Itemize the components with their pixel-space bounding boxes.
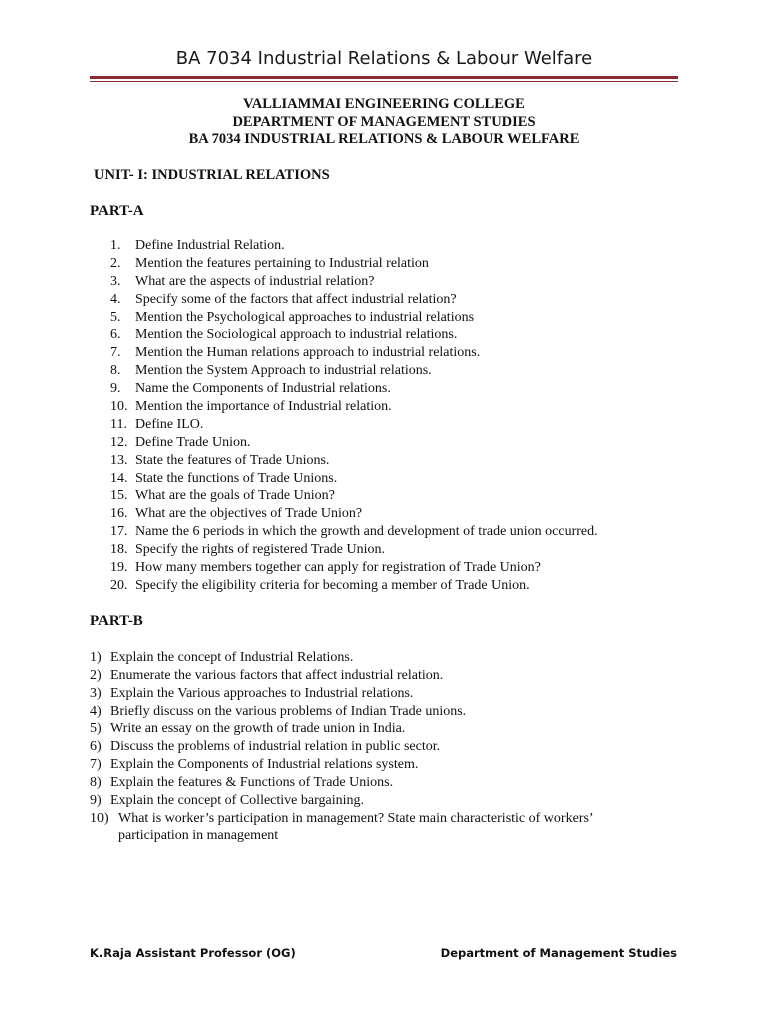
question-number: 15. [110,488,128,504]
question-item [110,434,598,452]
question-number: 2) [90,667,102,683]
question-item [90,774,650,792]
question-number: 1. [110,238,121,253]
question-text: What are the objectives of Trade Union? [135,506,363,522]
question-number: 7) [90,757,102,773]
question-item [90,667,650,685]
question-text: Mention the Sociological approach to industrial relations. [135,327,458,343]
question-item [110,541,598,559]
question-text: Name the 6 periods in which the growth and development of trade union occurred. [135,524,598,540]
question-item [110,523,598,541]
question-item [110,309,598,327]
part-a-heading: PART-A [90,203,144,219]
question-item [110,273,598,291]
question-number: 14. [110,470,128,486]
question-number: 7. [110,345,121,361]
question-number: 19. [110,560,128,576]
question-number: 3. [110,273,121,289]
question-number: 9) [90,792,102,808]
question-item [110,470,598,488]
question-number: 20. [110,577,128,593]
question-item [110,487,598,505]
question-number: 11. [110,416,127,432]
question-text: Discuss the problems of industrial relation in public sector. [110,739,441,755]
question-text: Specify some of the factors that affect industrial relation? [135,291,457,307]
footer-department: Department of Management Studies [440,946,677,960]
question-item [110,452,598,470]
question-item [110,380,598,398]
footer-author: K.Raja Assistant Professor (OG) [90,946,296,960]
title-block [0,96,768,149]
question-number: 4) [90,703,102,719]
question-text: How many members together can apply for registration of Trade Union? [135,560,541,576]
question-number: 8. [110,363,121,379]
part-b-heading: PART-B [90,613,143,629]
header-rule-thick [90,76,678,79]
question-number: 9. [110,381,121,397]
part-a-question-list [110,237,598,595]
question-text: Explain the Components of Industrial relations system. [110,757,419,773]
question-item [110,559,598,577]
question-item [110,362,598,380]
question-number: 5. [110,309,121,325]
question-text: Explain the features & Functions of Trade Unions. [110,774,394,790]
question-number: 6) [90,739,102,755]
question-number: 16. [110,506,128,522]
question-item [110,326,598,344]
question-text: Specify the eligibility criteria for becoming a member of Trade Union. [135,577,530,593]
question-number: 18. [110,542,128,558]
question-text: Mention the System Approach to industrial relations. [135,363,432,379]
header-rule-thin [90,81,678,82]
question-item [90,792,650,810]
question-text: What are the goals of Trade Union? [135,488,335,504]
question-number: 2. [110,255,121,271]
running-header: BA 7034 Industrial Relations & Labour Welfare [175,48,593,69]
question-text: State the features of Trade Unions. [135,452,330,468]
question-item [110,416,598,434]
question-item [90,720,650,738]
question-item [110,398,598,416]
question-item [110,505,598,523]
question-item [110,291,598,309]
question-number: 5) [90,721,102,737]
question-number: 8) [90,774,102,790]
question-text: Define Industrial Relation. [135,238,285,253]
question-text: Explain the concept of Industrial Relations. [110,650,354,665]
question-item [110,344,598,362]
question-text: What is worker’s participation in management? State main characteristic of workers’ participation in management [118,810,593,844]
question-item [110,237,598,255]
college-name: VALLIAMMAI ENGINEERING COLLEGE [243,96,525,112]
question-text: Mention the features pertaining to Industrial relation [135,255,429,271]
question-text: Explain the concept of Collective bargaining. [110,792,364,808]
question-number: 6. [110,327,121,343]
department-name: DEPARTMENT OF MANAGEMENT STUDIES [232,113,536,130]
question-number: 10) [90,810,109,826]
question-item [90,810,650,846]
question-number: 4. [110,291,121,307]
question-item [90,649,650,667]
part-b-question-list [90,649,650,845]
question-number: 13. [110,452,128,468]
question-text: Define Trade Union. [135,434,251,450]
question-text: Enumerate the various factors that affect industrial relation. [110,667,444,683]
question-text: Mention the importance of Industrial relation. [135,399,392,415]
unit-heading: UNIT- I: INDUSTRIAL RELATIONS [94,167,330,183]
question-text: Mention the Human relations approach to industrial relations. [135,345,481,361]
question-number: 1) [90,650,102,665]
question-text: Write an essay on the growth of trade union in India. [110,721,406,737]
question-text: Name the Components of Industrial relations. [135,381,391,397]
question-item [90,703,650,721]
question-item [90,756,650,774]
question-item [110,255,598,273]
question-number: 3) [90,685,102,701]
question-text: State the functions of Trade Unions. [135,470,338,486]
question-text: What are the aspects of industrial relation? [135,273,375,289]
question-item [110,577,598,595]
question-number: 10. [110,399,128,415]
question-text: Briefly discuss on the various problems of Indian Trade unions. [110,703,467,719]
question-number: 12. [110,434,128,450]
question-text: Explain the Various approaches to Industrial relations. [110,685,414,701]
course-title: BA 7034 INDUSTRIAL RELATIONS & LABOUR WELFARE [188,131,580,147]
question-text: Specify the rights of registered Trade Union. [135,542,386,558]
question-text: Define ILO. [135,416,204,432]
question-number: 17. [110,524,128,540]
question-item [90,685,650,703]
question-text: Mention the Psychological approaches to industrial relations [135,309,475,325]
question-item [90,738,650,756]
